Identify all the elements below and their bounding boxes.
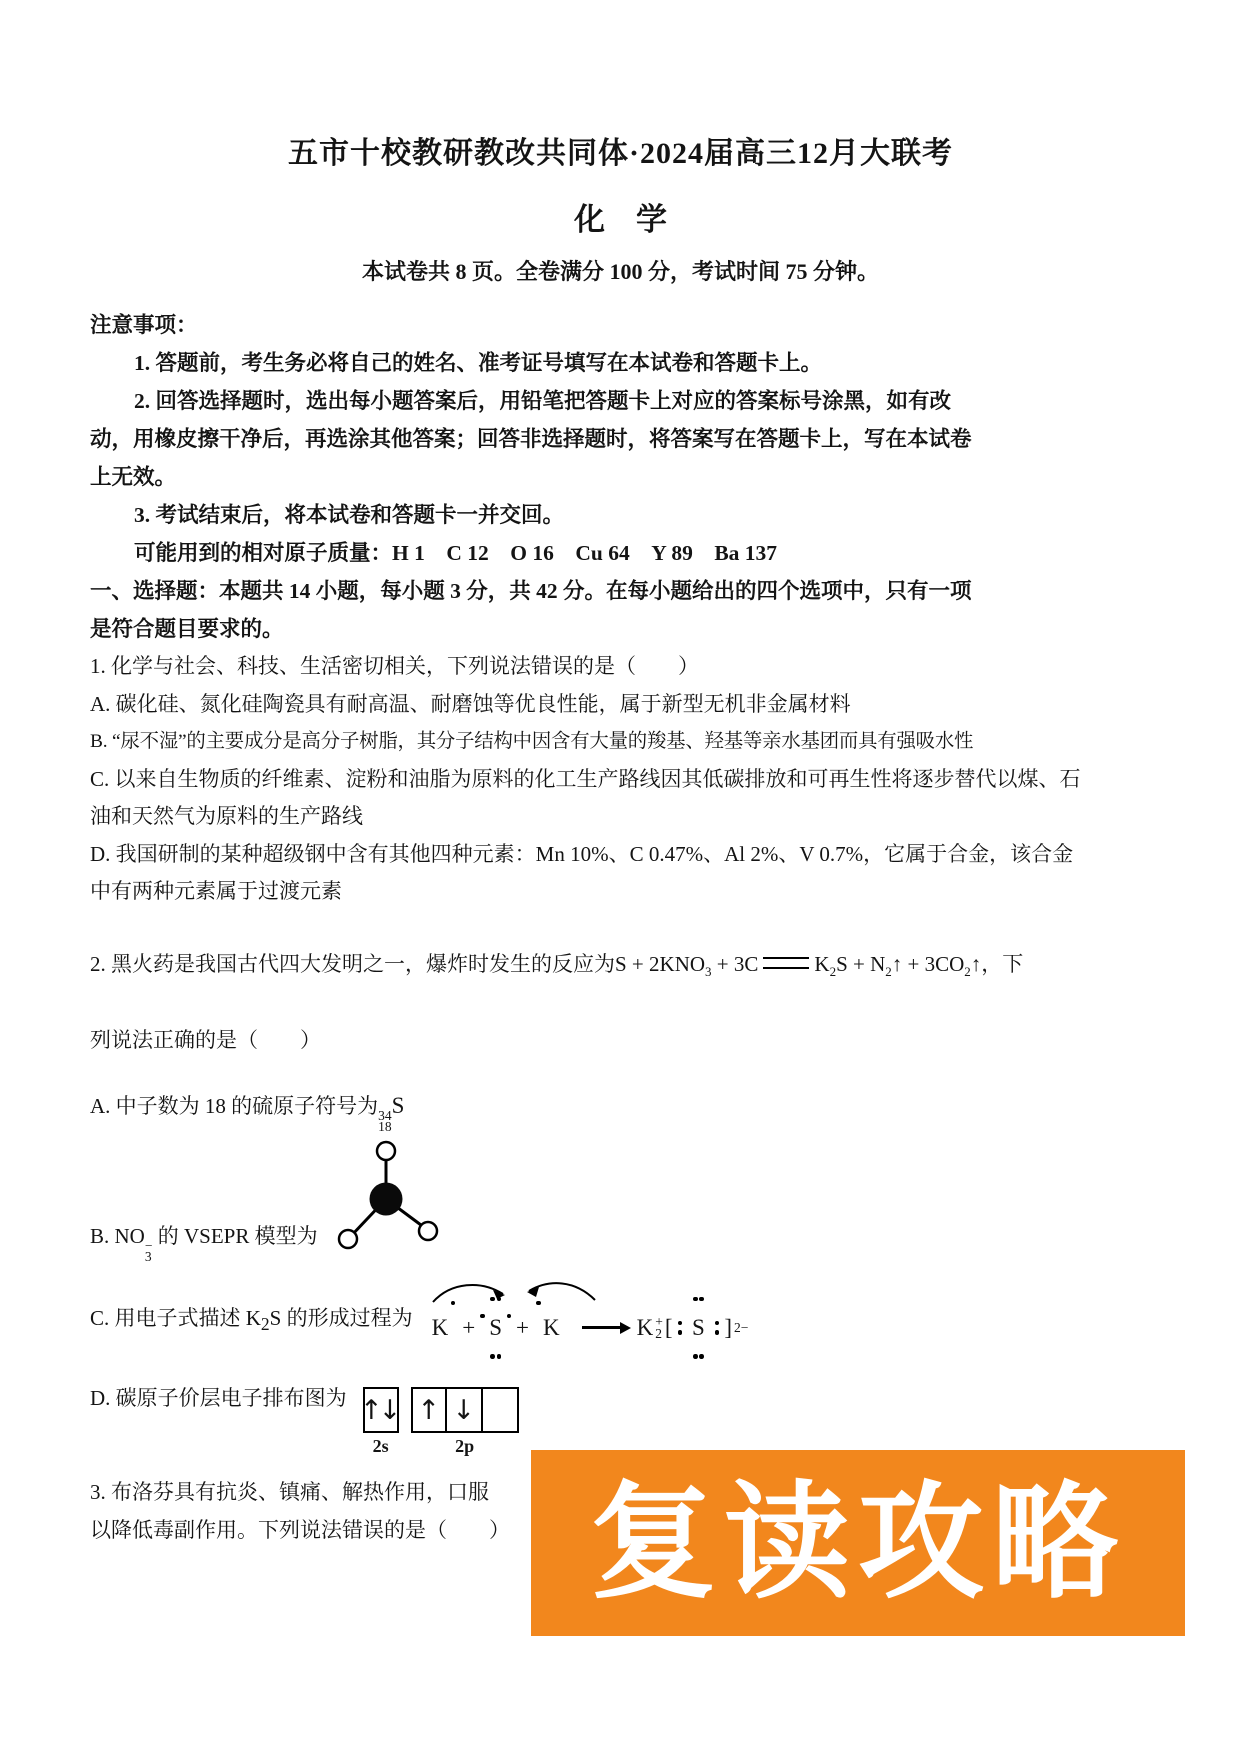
lone-pair-dots xyxy=(715,1321,720,1335)
q1-option-c-line2: 油和天然气为原料的生产路线 xyxy=(90,804,363,828)
q2-stem-prefix: 2. 黑火药是我国古代四大发明之一，爆炸时发生的反应为 xyxy=(90,951,615,976)
electron-dot xyxy=(699,1297,704,1302)
orbital-box-2p1: ↑ xyxy=(411,1387,447,1433)
electron-dot xyxy=(490,1354,495,1359)
notice-item-2-line2: 动，用橡皮擦干净后，再选涂其他答案；回答非选择题时，将答案写在答题卡上，写在本试卷 xyxy=(90,427,972,451)
electron-dot xyxy=(699,1354,704,1359)
notice-section xyxy=(90,306,1151,572)
reaction-arrow-icon xyxy=(582,1326,620,1329)
equation-text: S + 2KNO xyxy=(615,951,706,976)
electron-dot xyxy=(678,1321,683,1326)
orbital-box-2s: ↑↓ xyxy=(363,1387,399,1433)
potassium-scripts xyxy=(655,1316,663,1339)
formula-text: S 的形成过程为 xyxy=(269,1305,413,1330)
gas-up-arrow: ↑ xyxy=(891,951,903,976)
vsepr-ball-stick-model xyxy=(324,1137,446,1257)
q3-stem-line1: 3. 布洛芬具有抗炎、镇痛、解热作用，口服 xyxy=(90,1480,489,1504)
bracket: [ xyxy=(664,1314,673,1340)
q2-option-c xyxy=(90,1293,1151,1356)
notice-item-1: 1. 答题前，考生务必将自己的姓名、准考证号填写在本试卷和答题卡上。 xyxy=(134,351,823,375)
question-1 xyxy=(90,648,1151,911)
potassium-atom-right xyxy=(538,1300,565,1356)
atomic-masses-line: 可能用到的相对原子质量：H 1 C 12 O 16 Cu 64 Y 89 Ba 137 xyxy=(134,541,778,565)
electron-dot xyxy=(497,1297,502,1302)
section-1-heading xyxy=(90,572,1151,648)
equation-subscript: 2 xyxy=(885,963,892,979)
notice-heading: 注意事项： xyxy=(90,313,198,337)
formula-subscript: 2 xyxy=(655,1325,662,1341)
q2-option-d-text: D. 碳原子价层电子排布图为 xyxy=(90,1385,347,1410)
electron-dot xyxy=(480,1314,485,1319)
isotope-atomic-number: 18 xyxy=(378,1119,392,1134)
question-2 xyxy=(90,941,1151,1458)
q1-option-d-line1: D. 我国研制的某种超级钢中含有其他四种元素：Mn 10%、C 0.47%、Al 2%、V 0.7%，它属于合金，该合金 xyxy=(90,841,1074,866)
q2-stem-suffix: ，下 xyxy=(981,951,1024,976)
element-symbol: K xyxy=(636,1314,654,1340)
orbital-2s-group xyxy=(360,1387,399,1457)
isotope-symbol: S xyxy=(391,1092,405,1118)
element-symbol: K xyxy=(543,1314,560,1340)
electron-dot xyxy=(678,1330,683,1335)
orbital-label-2p: 2p xyxy=(455,1436,475,1456)
formula-text: B. NO xyxy=(90,1223,145,1248)
exam-subject: 化 学 xyxy=(574,202,667,237)
notice-item-3: 3. 考试结束后，将本试卷和答题卡一并交回。 xyxy=(134,503,565,527)
q2-reaction-equation xyxy=(615,951,982,979)
gas-up-arrow: ↑ xyxy=(970,951,982,976)
notice-item-2-line1: 2. 回答选择题时，选出每小题答案后，用铅笔把答题卡上对应的答案标号涂黑，如有改 xyxy=(134,389,952,413)
sulfur-atom xyxy=(484,1300,507,1356)
formula-text: 的 VSEPR 模型为 xyxy=(152,1223,318,1248)
q2-option-d xyxy=(90,1382,1151,1458)
equation-subscript: 3 xyxy=(705,963,712,979)
q2-option-a-text: A. 中子数为 18 的硫原子符号为 xyxy=(90,1093,379,1118)
notice-item-2-line3: 上无效。 xyxy=(90,465,177,489)
q1-option-c-line1: C. 以来自生物质的纤维素、淀粉和油脂为原料的化工生产路线因其低碳排放和可再生性将逐步替代以煤、石 xyxy=(90,766,1081,791)
q1-option-d-line2: 中有两种元素属于过渡元素 xyxy=(90,879,342,903)
q2-stem-line2: 列说法正确的是（ ） xyxy=(90,1027,321,1052)
q2-option-b-text xyxy=(90,1223,318,1264)
orbital-label-2s: 2s xyxy=(372,1436,389,1456)
electron-dot xyxy=(497,1354,502,1359)
orbital-box-2p2: ↓ xyxy=(447,1387,483,1433)
formula-subscript: 2 xyxy=(260,1313,270,1334)
equation-text: K xyxy=(814,951,830,976)
electron-dot xyxy=(693,1354,698,1359)
equation-subscript: 2 xyxy=(829,963,837,979)
q1-option-b: B. “尿不湿”的主要成分是高分子树脂，其分子结构中因含有大量的羧基、羟基等亲水基团而具有强吸水性 xyxy=(90,731,974,752)
sulfide-ion xyxy=(687,1300,710,1356)
equation-text: S + N xyxy=(836,951,886,976)
exam-title: 五市十校教研教改共同体·2024届高三12月大联考 xyxy=(287,137,953,170)
ion-charge: − xyxy=(144,1237,153,1253)
electron-dot xyxy=(490,1297,495,1302)
q1-option-a: A. 碳化硅、氮化硅陶瓷具有耐高温、耐磨蚀等优良性能，属于新型无机非金属材料 xyxy=(90,691,851,716)
k2s-electron-formula-diagram xyxy=(427,1300,749,1356)
element-symbol: S xyxy=(489,1314,503,1340)
electron-dot xyxy=(715,1330,720,1335)
exam-info-line: 本试卷共 8 页。全卷满分 100 分，考试时间 75 分钟。 xyxy=(361,259,879,284)
lone-pair-dots xyxy=(678,1321,683,1335)
equation-text: + 3CO xyxy=(902,951,965,976)
electron-dot xyxy=(536,1301,541,1306)
k2s-product-formula xyxy=(637,1300,749,1356)
orbital-2p-group xyxy=(411,1387,519,1457)
electron-dot xyxy=(507,1314,512,1319)
q2-stem-line1 xyxy=(90,941,1151,995)
carbon-orbital-diagram xyxy=(360,1387,519,1457)
double-bond-equals-icon xyxy=(763,957,809,969)
formula-subscript: 3 xyxy=(144,1249,152,1264)
orbital-box-2p3 xyxy=(483,1387,519,1433)
element-symbol: S xyxy=(692,1314,705,1340)
banner-text: 复读攻略 xyxy=(590,1472,1126,1613)
isotope-mass-number: 34 xyxy=(378,1107,392,1123)
plus-sign: + xyxy=(516,1314,529,1340)
orbital-boxes-2p xyxy=(411,1387,519,1433)
overlay-ad-banner xyxy=(531,1450,1185,1636)
bracket: ] xyxy=(724,1314,733,1340)
q3-stem-line2: 以降低毒副作用。下列说法错误的是（ ） xyxy=(90,1518,510,1542)
electron-dot xyxy=(451,1301,456,1306)
isotope-notation xyxy=(378,1107,392,1134)
electron-dot xyxy=(715,1321,720,1326)
equation-text: + 3C xyxy=(711,951,759,976)
plus-sign: + xyxy=(462,1314,476,1340)
ion-charge: + xyxy=(655,1314,663,1329)
section-1-line1: 一、选择题：本题共 14 小题，每小题 3 分，共 42 分。在每小题给出的四个选项中，只有一项 xyxy=(90,579,972,603)
element-symbol: K xyxy=(431,1314,449,1340)
q1-stem: 1. 化学与社会、科技、生活密切相关，下列说法错误的是（ ） xyxy=(90,654,699,678)
equation-subscript: 2 xyxy=(964,963,971,979)
q2-option-a xyxy=(90,1085,1151,1133)
section-1-line2: 是符合题目要求的。 xyxy=(90,617,284,641)
q2-option-c-text xyxy=(90,1305,413,1334)
ion-charge: 2− xyxy=(734,1319,749,1335)
q2-option-b xyxy=(90,1137,1151,1263)
electron-dot xyxy=(693,1297,698,1302)
formula-text: C. 用电子式描述 K xyxy=(90,1305,261,1330)
potassium-atom-left xyxy=(427,1300,454,1356)
